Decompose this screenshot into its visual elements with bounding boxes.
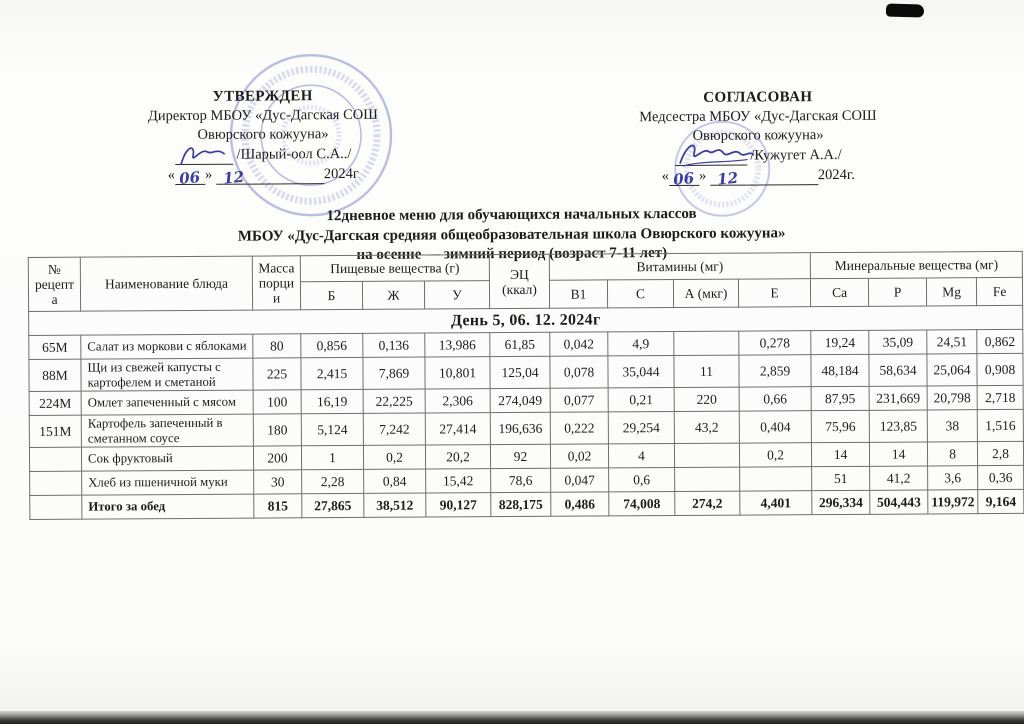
scan-edge-bottom bbox=[0, 711, 1024, 724]
table-cell: 11 bbox=[674, 355, 739, 387]
table-cell bbox=[740, 467, 812, 491]
date-month-blank bbox=[216, 167, 252, 188]
dish-name-cell: Итого за обед bbox=[82, 494, 254, 519]
table-cell: 92 bbox=[490, 444, 550, 468]
table-cell: 0,84 bbox=[364, 469, 426, 493]
table-cell: 0,136 bbox=[363, 333, 425, 357]
quote: « bbox=[167, 167, 176, 184]
col-header-fat: Ж bbox=[362, 281, 424, 309]
table-cell: 35,044 bbox=[608, 356, 674, 388]
table-cell: 0,02 bbox=[550, 444, 608, 468]
table-cell: 180 bbox=[253, 414, 301, 446]
table-cell: 274,049 bbox=[490, 388, 550, 412]
table-cell: 119,972 bbox=[928, 490, 978, 514]
table-cell: 35,09 bbox=[869, 330, 927, 354]
handwritten-day: 06 bbox=[672, 169, 696, 189]
signature-name: /Шарый-оол С.А../ bbox=[236, 145, 352, 163]
approval-block-left bbox=[89, 86, 438, 188]
table-cell: 24,51 bbox=[927, 330, 977, 354]
table-cell: 815 bbox=[254, 494, 302, 518]
quote: » bbox=[698, 167, 707, 184]
table-cell: 29,254 bbox=[608, 412, 674, 444]
table-cell: 2,306 bbox=[425, 389, 490, 413]
table-cell: 0,21 bbox=[608, 388, 674, 412]
table-cell: 48,184 bbox=[811, 354, 869, 386]
col-header-energy: ЭЦ (ккал) bbox=[489, 254, 549, 308]
col-header-c: С bbox=[607, 280, 673, 308]
table-cell: 27,865 bbox=[302, 493, 364, 517]
table-cell: 9,164 bbox=[978, 489, 1024, 513]
title-line-1: 12дневное меню для обучающихся начальных классов bbox=[326, 205, 697, 225]
table-cell: 13,986 bbox=[425, 333, 490, 357]
table-cell: 828,175 bbox=[491, 492, 551, 516]
table-cell: 2,28 bbox=[302, 469, 364, 493]
table-cell: 0,078 bbox=[550, 356, 608, 388]
table-cell: 88М bbox=[29, 359, 81, 391]
table-cell: 51 bbox=[812, 466, 870, 490]
table-cell: 225 bbox=[253, 358, 301, 390]
table-cell: 224М bbox=[29, 391, 81, 415]
col-group-minerals: Минеральные вещества (мг) bbox=[810, 251, 1022, 278]
signature-icon bbox=[177, 142, 229, 168]
col-header-portion-mass: Масса порции bbox=[252, 256, 300, 310]
table-cell: 41,2 bbox=[870, 466, 928, 490]
table-cell: 0,2 bbox=[363, 445, 425, 469]
table-cell: 220 bbox=[674, 387, 739, 411]
table-cell: 0,077 bbox=[550, 388, 608, 412]
date-blank bbox=[252, 168, 324, 184]
table-cell: 296,334 bbox=[812, 490, 870, 514]
table-cell: 75,96 bbox=[811, 410, 869, 442]
table-cell: 38,512 bbox=[364, 493, 426, 517]
table-cell: 20,798 bbox=[927, 386, 977, 410]
table-cell: 2,415 bbox=[301, 357, 363, 389]
signature-name: /Кужугет А.А./ bbox=[750, 146, 842, 164]
col-header-dish-name: Наименование блюда bbox=[80, 256, 252, 311]
table-cell: 16,19 bbox=[301, 389, 363, 413]
quote: « bbox=[661, 168, 670, 185]
table-cell: 0,042 bbox=[550, 332, 608, 356]
date-line bbox=[577, 165, 939, 189]
signature-blank bbox=[175, 149, 233, 165]
table-cell: 3,6 bbox=[928, 466, 978, 490]
table-cell: 14 bbox=[811, 442, 869, 466]
dish-name-cell: Салат из моркови с яблоками bbox=[81, 334, 253, 359]
table-cell: 100 bbox=[253, 390, 301, 414]
col-header-mg: Mg bbox=[926, 278, 976, 306]
table-cell: 2,859 bbox=[739, 355, 811, 387]
table-cell: 14 bbox=[869, 442, 927, 466]
handwritten-day: 06 bbox=[178, 168, 202, 188]
table-cell: 123,85 bbox=[869, 410, 927, 442]
date-day-blank bbox=[175, 168, 205, 188]
table-cell: 125,04 bbox=[490, 356, 550, 388]
table-cell: 74,008 bbox=[609, 492, 675, 516]
table-cell: 0,047 bbox=[551, 468, 609, 492]
table-cell: 8 bbox=[927, 442, 977, 466]
table-cell: 231,669 bbox=[869, 386, 927, 410]
day-header: День 5, 06. 12. 2024г bbox=[29, 305, 1023, 335]
signature-blank bbox=[675, 150, 747, 166]
table-cell: 0,862 bbox=[977, 329, 1023, 353]
table-cell: 19,24 bbox=[811, 330, 869, 354]
table-cell: 10,801 bbox=[425, 357, 490, 389]
table-cell: 4,401 bbox=[740, 491, 812, 515]
date-year: 2024г bbox=[323, 165, 359, 183]
quote: » bbox=[204, 166, 213, 183]
table-cell: 80 bbox=[253, 334, 301, 358]
col-header-p: Р bbox=[868, 278, 926, 306]
col-header-carbs: У bbox=[424, 281, 489, 309]
handwritten-month: 12 bbox=[716, 168, 740, 189]
menu-table bbox=[28, 251, 1024, 520]
signature-line bbox=[89, 144, 437, 165]
table-cell: 5,124 bbox=[301, 413, 363, 445]
col-header-ca: Са bbox=[810, 278, 868, 306]
table-cell: 27,414 bbox=[425, 413, 490, 445]
table-cell: 2,718 bbox=[977, 385, 1023, 409]
table-cell: 1,516 bbox=[977, 409, 1023, 441]
table-cell: 4,9 bbox=[608, 332, 674, 356]
table-cell: 25,064 bbox=[927, 354, 977, 386]
table-cell: 2,8 bbox=[977, 441, 1023, 465]
table-cell bbox=[29, 447, 81, 471]
table-cell: 7,242 bbox=[363, 413, 425, 445]
table-cell: 43,2 bbox=[674, 411, 739, 443]
approval-line: Овюрского кожууна» bbox=[197, 126, 329, 143]
table-cell: 0,856 bbox=[301, 333, 363, 357]
table-cell: 504,443 bbox=[870, 490, 928, 514]
table-cell: 0,908 bbox=[977, 353, 1023, 385]
table-cell: 15,42 bbox=[426, 469, 491, 493]
col-header-recipe-no: № рецепта bbox=[28, 257, 80, 311]
table-cell: 87,95 bbox=[811, 386, 869, 410]
date-month-blank bbox=[710, 168, 746, 189]
table-cell: 20,2 bbox=[425, 445, 490, 469]
title-line-3: на осенне — зимний период (возраст 7-11 лет) bbox=[356, 245, 668, 263]
approval-block-right bbox=[577, 87, 940, 189]
col-header-b1: В1 bbox=[549, 280, 607, 308]
dish-name-cell: Омлет запеченный с мясом bbox=[81, 390, 253, 415]
dish-name-cell: Щи из свежей капусты с картофелем и сметаной bbox=[81, 358, 253, 391]
dish-name-cell: Картофель запеченный в сметанном соусе bbox=[81, 414, 253, 447]
table-cell: 274,2 bbox=[675, 491, 740, 515]
approval-title: СОГЛАСОВАН bbox=[703, 89, 813, 106]
handwritten-month: 12 bbox=[222, 167, 246, 188]
table-cell bbox=[675, 467, 740, 491]
table-cell: 22,225 bbox=[363, 389, 425, 413]
table-cell: 196,636 bbox=[490, 412, 550, 444]
date-line bbox=[89, 164, 437, 188]
col-header-protein: Б bbox=[300, 281, 362, 309]
approval-title: УТВЕРЖДЕН bbox=[212, 88, 313, 105]
table-cell: 0,222 bbox=[550, 412, 608, 444]
table-cell: 4 bbox=[608, 444, 674, 468]
table-cell: 0,404 bbox=[739, 411, 811, 443]
table-cell bbox=[674, 443, 739, 467]
dish-name-cell: Сок фруктовый bbox=[81, 446, 253, 471]
approval-line: Овюрского кожууна» bbox=[692, 127, 824, 144]
table-cell: 58,634 bbox=[869, 354, 927, 386]
date-year: 2024г. bbox=[817, 166, 855, 184]
col-header-a: А (мкг) bbox=[673, 279, 738, 307]
table-cell: 65М bbox=[29, 335, 81, 359]
table-cell: 0,486 bbox=[551, 492, 609, 516]
table-cell: 61,85 bbox=[490, 332, 550, 356]
approval-line: Директор МБОУ «Дус-Дагская СОШ bbox=[147, 106, 378, 125]
table-cell bbox=[30, 495, 82, 519]
col-group-vitamins: Витамины (мг) bbox=[549, 253, 810, 281]
table-cell: 0,66 bbox=[739, 387, 811, 411]
table-cell bbox=[30, 471, 82, 495]
table-cell: 30 bbox=[254, 470, 302, 494]
table-cell: 0,2 bbox=[739, 443, 811, 467]
table-cell bbox=[674, 331, 739, 355]
table-cell: 7,869 bbox=[363, 357, 425, 389]
table-cell: 200 bbox=[253, 446, 301, 470]
date-day-blank bbox=[669, 169, 699, 189]
col-group-nutrients: Пищевые вещества (г) bbox=[300, 255, 489, 282]
title-line-2: МБОУ «Дус-Дагская средняя общеобразовательная школа Овюрского кожууна» bbox=[237, 224, 786, 245]
date-blank bbox=[746, 169, 818, 185]
table-cell: 0,6 bbox=[609, 468, 675, 492]
table-cell: 0,278 bbox=[739, 331, 811, 355]
table-cell: 78,6 bbox=[491, 468, 551, 492]
menu-table-body bbox=[29, 305, 1024, 519]
signature-icon bbox=[677, 139, 755, 169]
table-cell: 151М bbox=[29, 415, 81, 447]
table-row bbox=[30, 489, 1024, 519]
table-cell: 0,36 bbox=[978, 465, 1024, 489]
table-cell: 90,127 bbox=[426, 493, 491, 517]
col-header-fe: Fe bbox=[976, 277, 1022, 305]
approval-line: Медсестра МБОУ «Дус-Дагская СОШ bbox=[639, 107, 877, 126]
signature-line bbox=[577, 145, 939, 166]
table-cell: 38 bbox=[927, 410, 977, 442]
table-cell: 1 bbox=[301, 445, 363, 469]
dish-name-cell: Хлеб из пшеничной муки bbox=[82, 470, 254, 495]
col-header-e: Е bbox=[738, 279, 810, 307]
